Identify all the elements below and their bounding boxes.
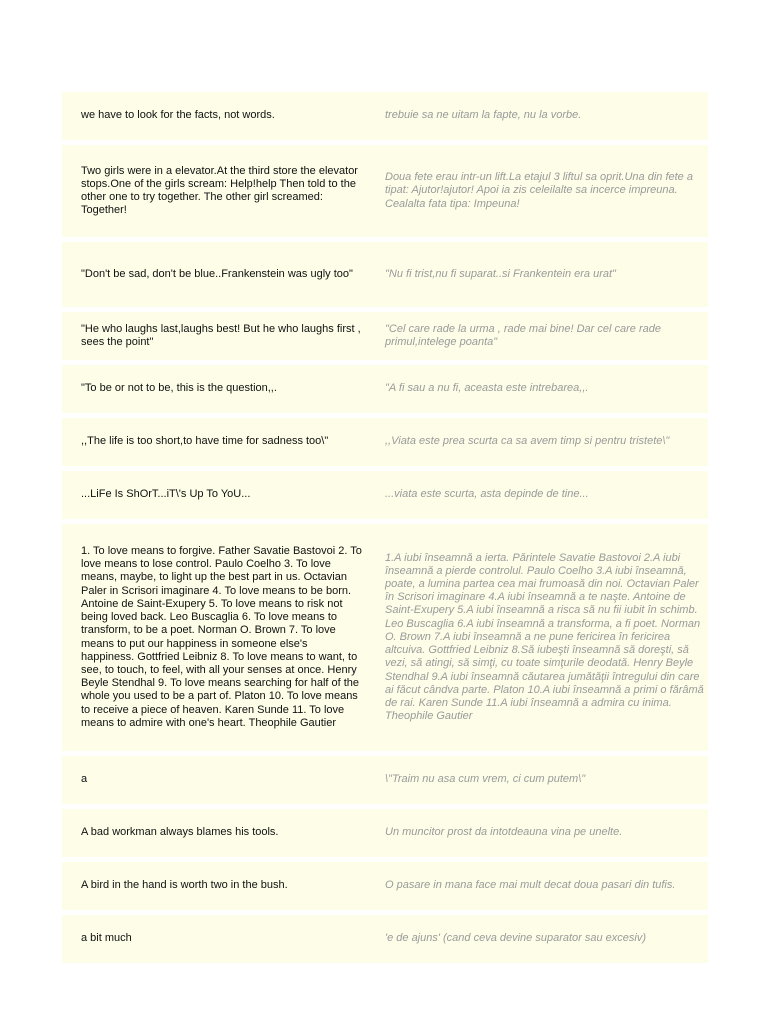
card-front: A bird in the hand is worth two in the bush. <box>81 879 288 892</box>
card-front: "To be or not to be, this is the question,,. <box>81 382 277 395</box>
card-front: "He who laughs last,laughs best! But he who laughs first , sees the point" <box>81 322 361 348</box>
card-front: a <box>81 773 88 786</box>
card-front: we have to look for the facts, not words. <box>81 109 275 122</box>
card-back: ...viata este scurta, asta depinde de tine... <box>385 488 589 501</box>
card-front: "Don't be sad, don't be blue..Frankenstein was ugly too" <box>81 267 353 280</box>
card-row <box>62 862 708 910</box>
card-row <box>62 471 708 519</box>
card-row <box>62 756 708 804</box>
card-row <box>62 145 708 237</box>
card-back: ,,Viata este prea scurta ca sa avem timp si pentru tristete\" <box>385 435 670 448</box>
card-front: ,,The life is too short,to have time for sadness too\" <box>81 435 329 448</box>
card-back: \"Traim nu asa cum vrem, ci cum putem\" <box>385 773 586 786</box>
card-back: Doua fete erau intr-un lift.La etajul 3 liftul sa oprit.Una din fete a tipat: Ajutor!ajutor! Apoi ia zis celeilalte sa incerce impreuna. Cealalta fata tipa: Impeuna! <box>385 171 693 210</box>
flashcard-table <box>62 92 708 968</box>
card-back: Un muncitor prost da intotdeauna vina pe unelte. <box>385 826 623 839</box>
card-back: "Cel care rade la urma , rade mai bine! Dar cel care rade primul,intelege poanta" <box>385 322 661 348</box>
card-row <box>62 809 708 857</box>
card-back: trebuie sa ne uitam la fapte, nu la vorbe. <box>385 109 582 122</box>
card-row <box>62 524 708 751</box>
card-row <box>62 418 708 466</box>
card-front: A bad workman always blames his tools. <box>81 826 279 839</box>
card-back: 'e de ajuns' (cand ceva devine suparator sau excesiv) <box>385 932 647 945</box>
card-front: 1. To love means to forgive. Father Savatie Bastovoi 2. To love means to lose control. Paulo Coelho 3. To love means, maybe, to light up the best part in us. Octavian Paler in Scrisori imaginare 4. To love means to be born. Antoine de Saint-Exupery 5. To love means to risk not being loved back. Leo Buscaglia 6. To love means to transform, to be a poet. Norman O. Brown 7. To love means to put our happiness in someone else's happiness. Gottfried Leibniz 8. To love means to want, to see, to touch, to feel, with all your senses at once. Henry Beyle Stendhal 9. To love means searching for half of the whole you used to be a part of. Platon 10. To love means to receive a piece of heaven. Karen Sunde 11. To love means to admire with one's heart. Theophile Gautier <box>81 545 362 729</box>
card-row <box>62 242 708 307</box>
card-front: ...LiFe Is ShOrT...iT\'s Up To YoU... <box>81 488 251 501</box>
card-back: 1.A iubi înseamnă a ierta. Părintele Savatie Bastovoi 2.A iubi înseamnă a pierde controlul. Paulo Coelho 3.A iubi înseamnă, poate, a lumina partea cea mai frumoasă din noi. Octavian Paler în Scrisori imaginare 4.A iubi înseamnă a te naşte. Antoine de Saint-Exupery 5.A iubi înseamnă a risca să nu fii iubit în schimb. Leo Buscaglia 6.A iubi înseamnă a transforma, a fi poet. Norman O. Brown 7.A iubi înseamnă a ne pune fericirea în fericirea altcuiva. Gottfried Leibniz 8.Să iubeşti înseamnă să doreşti, să vezi, să atingi, să simţi, cu toate simţurile deodată. Henry Beyle Stendhal 9.A iubi înseamnă căutarea jumătăţii întregului din care ai făcut cândva parte. Platon 10.A iubi înseamnă a primi o fărâmă de rai. Karen Sunde 11.A iubi înseamnă a admira cu inima. Theophile Gautier <box>385 551 704 723</box>
card-row <box>62 915 708 963</box>
card-front: Two girls were in a elevator.At the third store the elevator stops.One of the girls scream: Help!help Then told to the other one to try together. The other girl screamed: Together! <box>81 164 358 217</box>
card-row <box>62 92 708 140</box>
card-back: "A fi sau a nu fi, aceasta este intrebarea,,. <box>385 382 589 395</box>
card-back: O pasare in mana face mai mult decat doua pasari din tufis. <box>385 879 676 892</box>
card-back: "Nu fi trist,nu fi suparat..si Frankentein era urat" <box>385 267 616 280</box>
card-front: a bit much <box>81 932 132 945</box>
card-row <box>62 312 708 360</box>
card-row <box>62 365 708 413</box>
